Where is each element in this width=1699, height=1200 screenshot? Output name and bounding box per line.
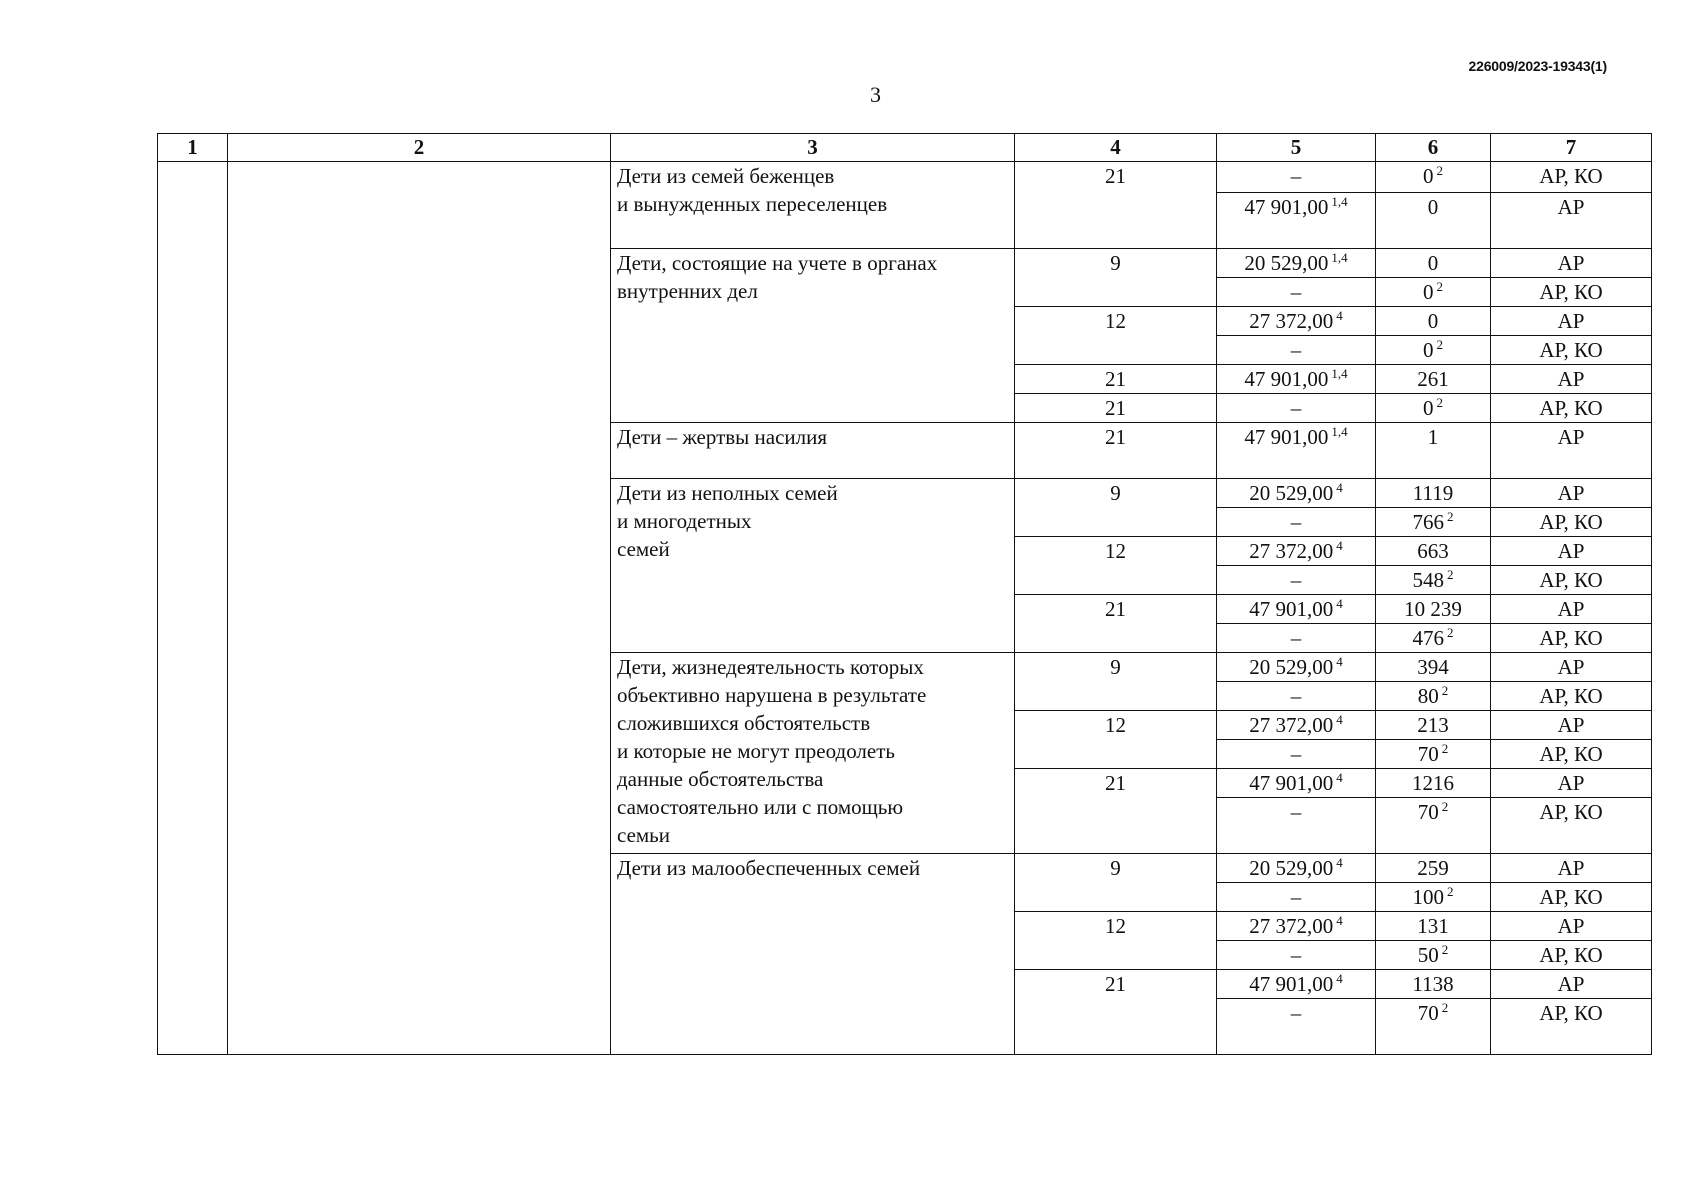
footnote-mark: 1,4 [1331, 250, 1348, 265]
amount-cell: – [1217, 278, 1376, 307]
amount-cell: – [1217, 508, 1376, 537]
age-cell: 21 [1015, 595, 1217, 653]
age-cell: 21 [1015, 970, 1217, 1055]
amount-cell [1217, 970, 1376, 999]
header-col-1: 1 [158, 134, 228, 162]
count-cell [1376, 740, 1491, 769]
footnote-mark: 1,4 [1331, 424, 1348, 439]
source-cell: АР, КО [1491, 999, 1652, 1055]
amount-cell [1217, 854, 1376, 883]
category-incomplete-families [611, 479, 1015, 653]
footnote-mark: 2 [1441, 1000, 1449, 1015]
footnote-mark: 1,4 [1331, 194, 1348, 209]
amount-cell: – [1217, 394, 1376, 423]
amount-cell: – [1217, 624, 1376, 653]
count-cell: 0 [1376, 307, 1491, 336]
amount-value: 47 901,00 [1249, 597, 1334, 621]
count-cell [1376, 941, 1491, 970]
source-cell: АР, КО [1491, 740, 1652, 769]
count-cell [1376, 278, 1491, 307]
document-registration-number: 226009/2023-19343(1) [1468, 58, 1607, 74]
source-cell: АР, КО [1491, 162, 1652, 193]
footnote-mark: 2 [1441, 942, 1449, 957]
category-line: объективно нарушена в результате [617, 683, 927, 707]
amount-value: 27 372,00 [1249, 713, 1334, 737]
footnote-mark: 2 [1436, 163, 1443, 178]
footnote-mark: 2 [1447, 509, 1454, 524]
source-cell: АР, КО [1491, 682, 1652, 711]
allocation-table [157, 133, 1652, 1055]
category-line: семей [617, 537, 670, 561]
header-col-2: 2 [228, 134, 611, 162]
age-cell: 9 [1015, 479, 1217, 537]
footnote-mark: 2 [1441, 799, 1449, 814]
count-value: 476 [1412, 626, 1444, 650]
header-col-3: 3 [611, 134, 1015, 162]
count-value: 0 [1423, 396, 1434, 420]
category-line: Дети из неполных семей [617, 481, 838, 505]
category-violence-victims [611, 423, 1015, 479]
amount-value: 47 901,00 [1244, 367, 1329, 391]
source-cell: АР [1491, 365, 1652, 394]
footnote-mark: 4 [1336, 480, 1343, 495]
age-cell: 9 [1015, 653, 1217, 711]
count-cell: 1119 [1376, 479, 1491, 508]
count-value: 548 [1412, 568, 1444, 592]
age-cell: 21 [1015, 769, 1217, 854]
age-cell: 21 [1015, 423, 1217, 479]
amount-value: 27 372,00 [1249, 539, 1334, 563]
category-line: данные обстоятельства [617, 767, 824, 791]
source-cell: АР, КО [1491, 394, 1652, 423]
category-line: Дети из малообеспеченных семей [617, 856, 921, 880]
category-line: самостоятельно или с помощью [617, 795, 904, 819]
category-line: и многодетных [617, 509, 752, 533]
source-cell: АР [1491, 479, 1652, 508]
amount-cell [1217, 769, 1376, 798]
footnote-mark: 2 [1441, 741, 1449, 756]
amount-cell [1217, 249, 1376, 278]
count-cell [1376, 682, 1491, 711]
table-row [158, 162, 1652, 193]
category-line: и которые не могут преодолеть [617, 739, 895, 763]
header-col-6: 6 [1376, 134, 1491, 162]
header-col-4: 4 [1015, 134, 1217, 162]
age-cell: 21 [1015, 365, 1217, 394]
footnote-mark: 4 [1336, 712, 1343, 727]
source-cell: АР [1491, 711, 1652, 740]
amount-value: 20 529,00 [1249, 655, 1334, 679]
count-cell: 1138 [1376, 970, 1491, 999]
count-cell [1376, 162, 1491, 193]
source-cell: АР [1491, 423, 1652, 479]
amount-cell: – [1217, 883, 1376, 912]
amount-cell [1217, 193, 1376, 249]
source-cell: АР, КО [1491, 798, 1652, 854]
amount-value: 20 529,00 [1249, 856, 1334, 880]
category-line: семьи [617, 823, 671, 847]
count-value: 766 [1412, 510, 1444, 534]
source-cell: АР, КО [1491, 336, 1652, 365]
category-line: Дети из семей беженцев [617, 164, 835, 188]
footnote-mark: 2 [1447, 567, 1454, 582]
footnote-mark: 1,4 [1331, 366, 1348, 381]
footnote-mark: 4 [1336, 654, 1343, 669]
col-1-cell [158, 162, 228, 1055]
count-value: 0 [1423, 338, 1434, 362]
source-cell: АР [1491, 307, 1652, 336]
amount-value: 47 901,00 [1249, 771, 1334, 795]
header-col-5: 5 [1217, 134, 1376, 162]
amount-cell: – [1217, 798, 1376, 854]
amount-cell: – [1217, 566, 1376, 595]
source-cell: АР [1491, 595, 1652, 624]
footnote-mark: 4 [1336, 596, 1343, 611]
age-cell: 21 [1015, 394, 1217, 423]
age-cell: 9 [1015, 249, 1217, 307]
category-line: Дети, жизнедеятельность которых [617, 655, 924, 679]
source-cell: АР, КО [1491, 566, 1652, 595]
amount-value: 47 901,00 [1244, 425, 1329, 449]
count-cell: 259 [1376, 854, 1491, 883]
amount-value: 47 901,00 [1244, 195, 1329, 219]
amount-cell: – [1217, 941, 1376, 970]
amount-cell [1217, 307, 1376, 336]
source-cell: АР [1491, 193, 1652, 249]
amount-cell: – [1217, 999, 1376, 1055]
count-cell: 1216 [1376, 769, 1491, 798]
category-low-income [611, 854, 1015, 1055]
category-line: сложившихся обстоятельств [617, 711, 871, 735]
footnote-mark: 2 [1436, 337, 1443, 352]
source-cell: АР, КО [1491, 278, 1652, 307]
source-cell: АР [1491, 249, 1652, 278]
category-line: Дети – жертвы насилия [617, 425, 828, 449]
count-value: 100 [1412, 885, 1444, 909]
amount-cell [1217, 912, 1376, 941]
source-cell: АР [1491, 769, 1652, 798]
category-registered-children [611, 249, 1015, 423]
count-cell: 213 [1376, 711, 1491, 740]
age-cell: 12 [1015, 537, 1217, 595]
amount-value: 47 901,00 [1249, 972, 1334, 996]
source-cell: АР [1491, 912, 1652, 941]
category-line: Дети, состоящие на учете в органах [617, 251, 938, 275]
footnote-mark: 2 [1441, 683, 1449, 698]
category-disrupted-life [611, 653, 1015, 854]
count-value: 70 [1417, 800, 1439, 824]
amount-cell [1217, 537, 1376, 566]
header-col-7: 7 [1491, 134, 1652, 162]
amount-value: 27 372,00 [1249, 914, 1334, 938]
amount-cell [1217, 595, 1376, 624]
amount-value: 20 529,00 [1244, 251, 1329, 275]
amount-cell [1217, 479, 1376, 508]
footnote-mark: 4 [1336, 971, 1343, 986]
amount-value: 20 529,00 [1249, 481, 1334, 505]
category-line: внутренних дел [617, 279, 758, 303]
footnote-mark: 4 [1336, 855, 1343, 870]
source-cell: АР, КО [1491, 508, 1652, 537]
age-cell: 12 [1015, 307, 1217, 365]
count-cell [1376, 798, 1491, 854]
age-cell: 12 [1015, 912, 1217, 970]
amount-cell: – [1217, 162, 1376, 193]
footnote-mark: 2 [1447, 884, 1454, 899]
count-value: 70 [1417, 742, 1439, 766]
col-2-cell [228, 162, 611, 1055]
count-value: 0 [1423, 164, 1434, 188]
source-cell: АР [1491, 854, 1652, 883]
header-row [158, 134, 1652, 162]
amount-cell: – [1217, 336, 1376, 365]
source-cell: АР [1491, 653, 1652, 682]
count-value: 0 [1423, 280, 1434, 304]
count-cell [1376, 566, 1491, 595]
source-cell: АР, КО [1491, 941, 1652, 970]
count-cell: 131 [1376, 912, 1491, 941]
count-value: 50 [1417, 943, 1439, 967]
age-cell: 12 [1015, 711, 1217, 769]
count-cell [1376, 883, 1491, 912]
count-cell: 663 [1376, 537, 1491, 566]
count-cell: 10 239 [1376, 595, 1491, 624]
source-cell: АР [1491, 970, 1652, 999]
count-cell: 261 [1376, 365, 1491, 394]
amount-cell: – [1217, 682, 1376, 711]
footnote-mark: 2 [1447, 625, 1454, 640]
amount-cell [1217, 653, 1376, 682]
amount-value: 27 372,00 [1249, 309, 1334, 333]
footnote-mark: 2 [1436, 395, 1443, 410]
footnote-mark: 4 [1336, 913, 1343, 928]
count-cell: 0 [1376, 249, 1491, 278]
count-cell [1376, 394, 1491, 423]
amount-cell [1217, 423, 1376, 479]
age-cell: 9 [1015, 854, 1217, 912]
category-line: и вынужденных переселенцев [617, 192, 888, 216]
footnote-mark: 4 [1336, 308, 1343, 323]
count-cell [1376, 336, 1491, 365]
source-cell: АР, КО [1491, 624, 1652, 653]
category-refugee-children [611, 162, 1015, 249]
count-cell: 1 [1376, 423, 1491, 479]
age-cell: 21 [1015, 162, 1217, 249]
source-cell: АР, КО [1491, 883, 1652, 912]
count-cell [1376, 999, 1491, 1055]
count-value: 80 [1417, 684, 1439, 708]
footnote-mark: 4 [1336, 538, 1343, 553]
footnote-mark: 4 [1336, 770, 1343, 785]
footnote-mark: 2 [1436, 279, 1443, 294]
amount-cell [1217, 365, 1376, 394]
count-cell [1376, 508, 1491, 537]
count-cell: 394 [1376, 653, 1491, 682]
page-number: 3 [870, 82, 881, 107]
amount-cell [1217, 711, 1376, 740]
count-cell [1376, 624, 1491, 653]
count-cell: 0 [1376, 193, 1491, 249]
amount-cell: – [1217, 740, 1376, 769]
source-cell: АР [1491, 537, 1652, 566]
count-value: 70 [1417, 1001, 1439, 1025]
